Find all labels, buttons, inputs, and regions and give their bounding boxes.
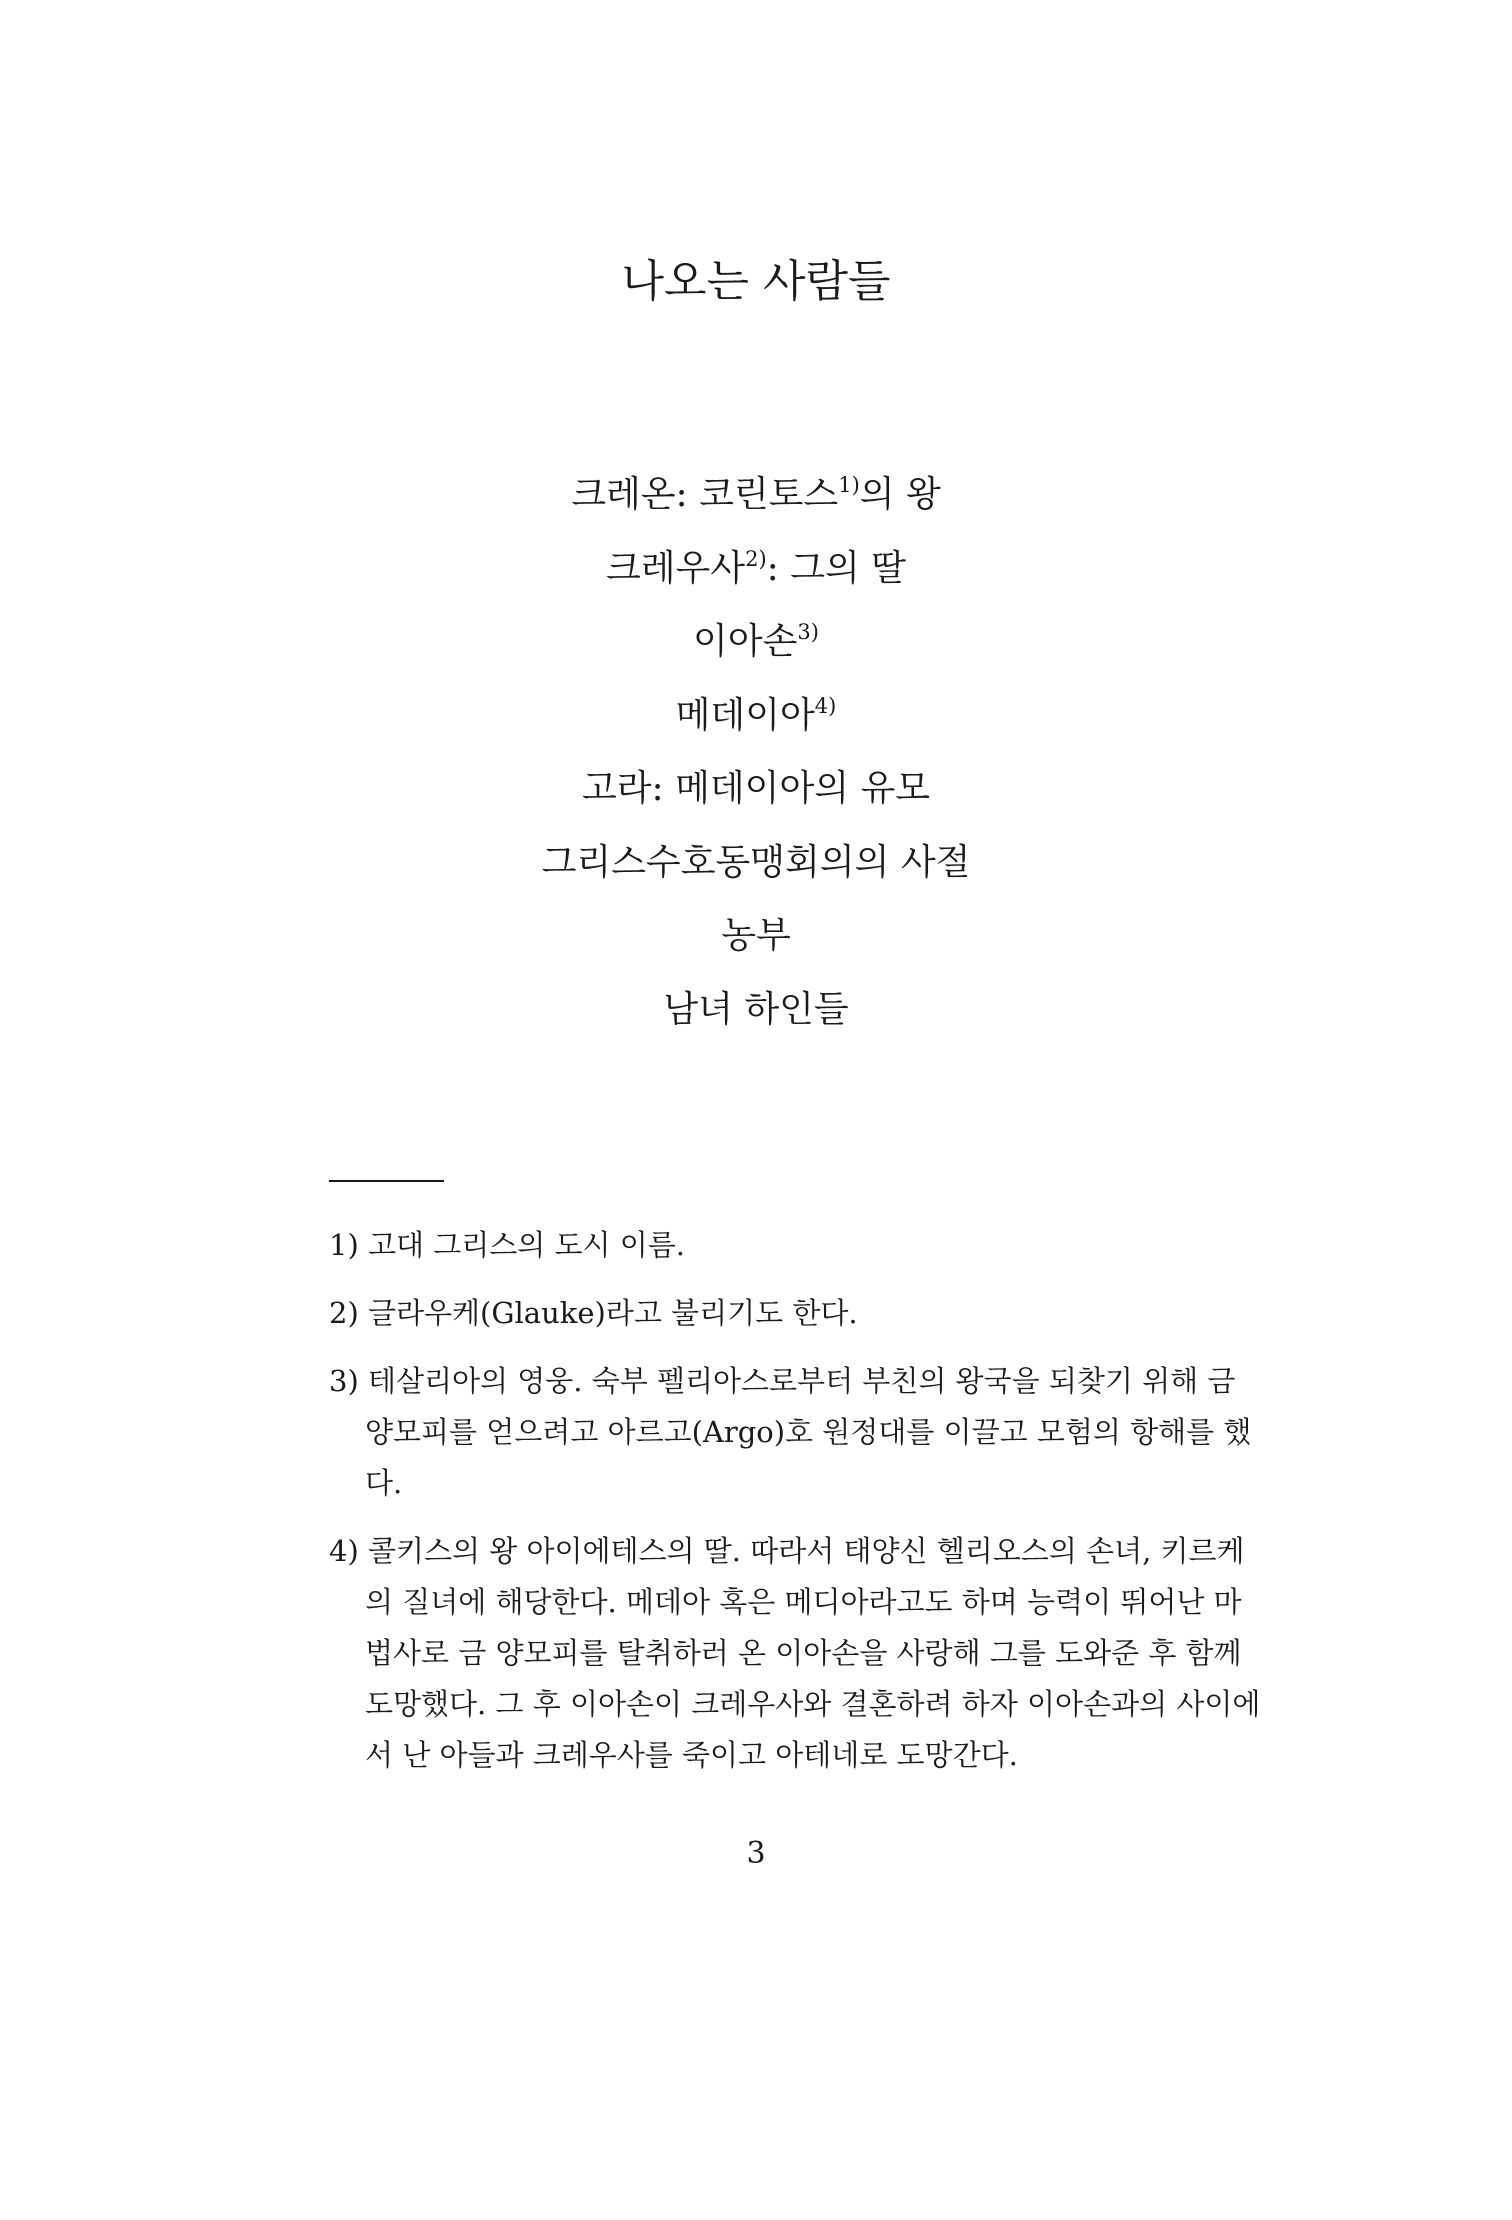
cast-entry-servants [0,982,1512,1056]
footnote-marker[interactable]: 4) [814,693,837,718]
cast-entry-text: 남녀 하인들 [663,988,849,1030]
cast-entry-gora [0,761,1512,835]
footnote-text: 고대 그리스의 도시 이름. [367,1228,685,1262]
footnote-marker[interactable]: 2) [745,546,767,571]
cast-entry-medea [0,688,1512,762]
cast-list [0,467,1512,1055]
footnote-number: 1) [329,1228,359,1262]
footnote-1 [329,1220,1269,1271]
cast-entry-text: 메데이아 [675,694,815,736]
cast-entry-text: 농부 [721,915,791,956]
page-number: 3 [746,1836,766,1871]
cast-entry-text: 크레온: 코린토스 [571,474,839,515]
cast-entry-text: 크레우사 [605,547,746,589]
footnote-number: 4) [329,1534,359,1568]
cast-entry-jason [0,614,1512,688]
footnote-marker[interactable]: 1) [838,473,860,497]
footnote-2 [329,1288,1269,1339]
footnote-text: 테살리아의 영웅. 숙부 펠리아스로부터 부친의 왕국을 되찾기 위해 금 양모피를 얻으려고 아르고(Argo)호 원정대를 이끌고 모험의 항해를 했다. [365,1364,1252,1500]
footnote-number: 3) [329,1364,359,1398]
cast-entry-farmer [0,908,1512,982]
footnote-text: 콜키스의 왕 아이에테스의 딸. 따라서 태양신 헬리오스의 손녀, 키르케의 질녀에 해당한다. 메데아 혹은 메디아라고도 하며 능력이 뛰어난 마법사로 금 양모피를 탈취하러 온 이아손을 사랑해 그를 도와준 후 함께 도망했다. 그 후 이아손이 크레우사와 결혼하려 하자 이아손과의 사이에서 난 아들과 크레우사를 죽이고 아테네로 도망간다. [365,1534,1261,1772]
cast-entry-tail: : 그의 딸 [766,547,906,589]
footnote-number: 2) [329,1296,359,1330]
footnote-divider [329,1180,444,1182]
cast-entry-creusa [0,541,1512,615]
cast-entry-creon [0,467,1512,541]
footnote-marker[interactable]: 3) [797,620,819,644]
footnotes [329,1220,1269,1798]
footnote-3 [329,1356,1269,1509]
page-title: 나오는 사람들 [621,256,891,307]
cast-entry-text: 이아손 [693,621,798,662]
footnote-text: 글라우케(Glauke)라고 불리기도 한다. [367,1296,858,1330]
cast-entry-envoy [0,835,1512,909]
footnote-4 [329,1526,1269,1781]
cast-entry-text: 그리스수호동맹회의의 사절 [541,841,971,883]
cast-entry-text: 고라: 메데이아의 유모 [582,768,930,809]
cast-entry-tail: 의 왕 [859,474,941,515]
